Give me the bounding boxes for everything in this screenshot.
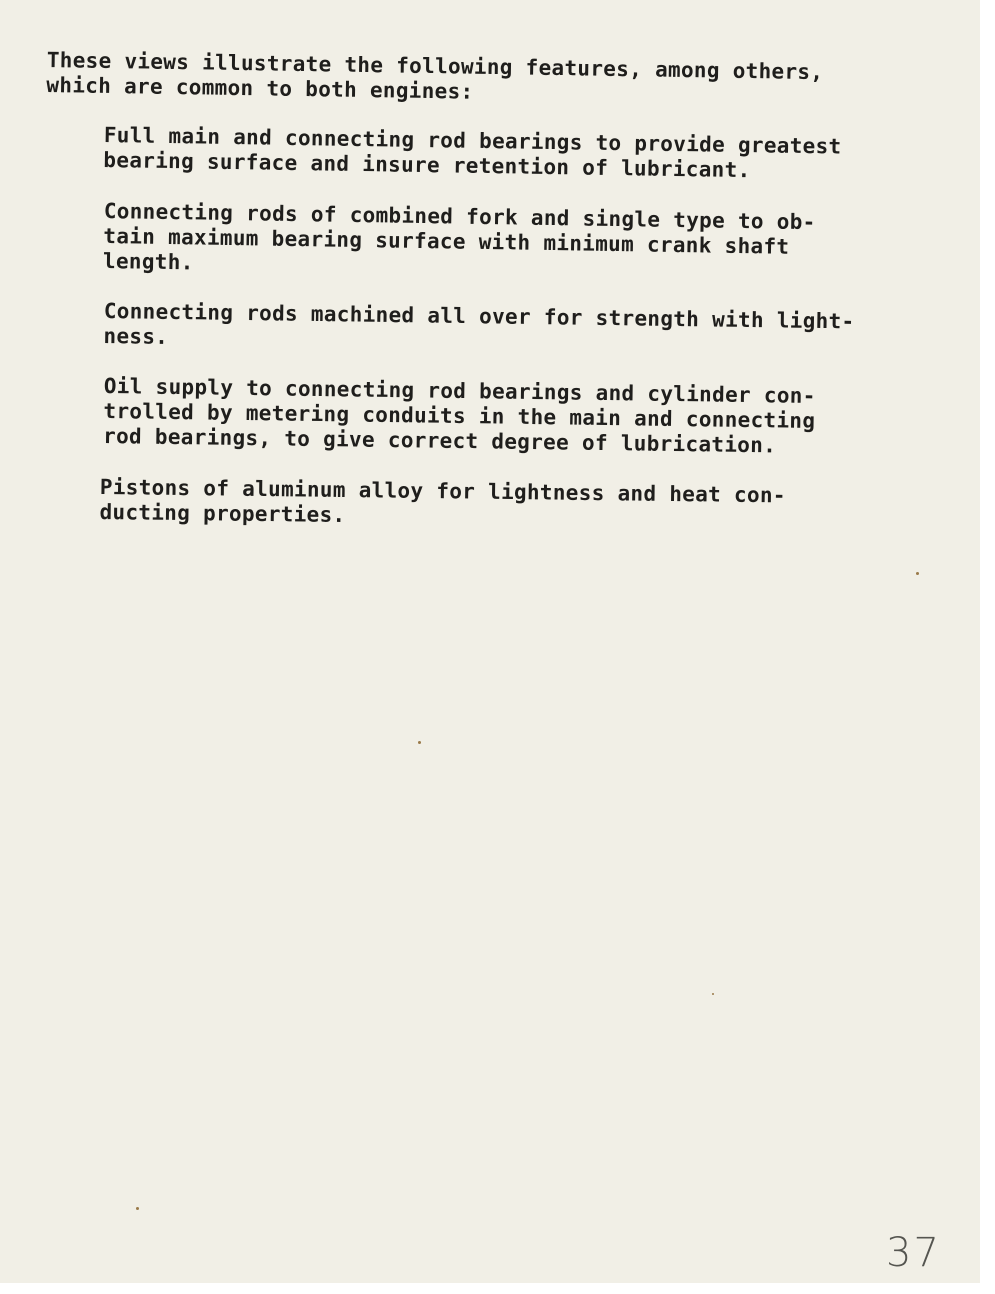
feature-paragraph-machined-rods: Connecting rods machined all over for strength with light- ness. <box>103 299 855 349</box>
scan-margin-right <box>980 0 995 1294</box>
feature-paragraph-connecting-rods: Connecting rods of combined fork and single type to ob- tain maximum bearing surface with minimum crank shaft length. <box>102 199 816 275</box>
feature-paragraph-pistons: Pistons of aluminum alloy for lightness and heat con- ducting properties. <box>99 475 786 528</box>
intro-paragraph: These views illustrate the following features, among others, which are common to both engines: <box>46 48 824 104</box>
scan-margin-bottom <box>0 1283 995 1294</box>
feature-paragraph-bearings: Full main and connecting rod bearings to provide greatest bearing surface and insure retention of lubricant. <box>103 123 842 183</box>
feature-paragraph-oil-supply: Oil supply to connecting rod bearings and cylinder con- trolled by metering conduits in the main and connecting rod bearings, to give correct degree of lubrication. <box>102 374 816 458</box>
handwritten-page-number: 37 <box>886 1230 941 1276</box>
paper-speck <box>418 741 421 744</box>
paper-speck <box>712 993 714 995</box>
paper-speck <box>136 1207 139 1210</box>
paper-speck <box>916 572 919 575</box>
